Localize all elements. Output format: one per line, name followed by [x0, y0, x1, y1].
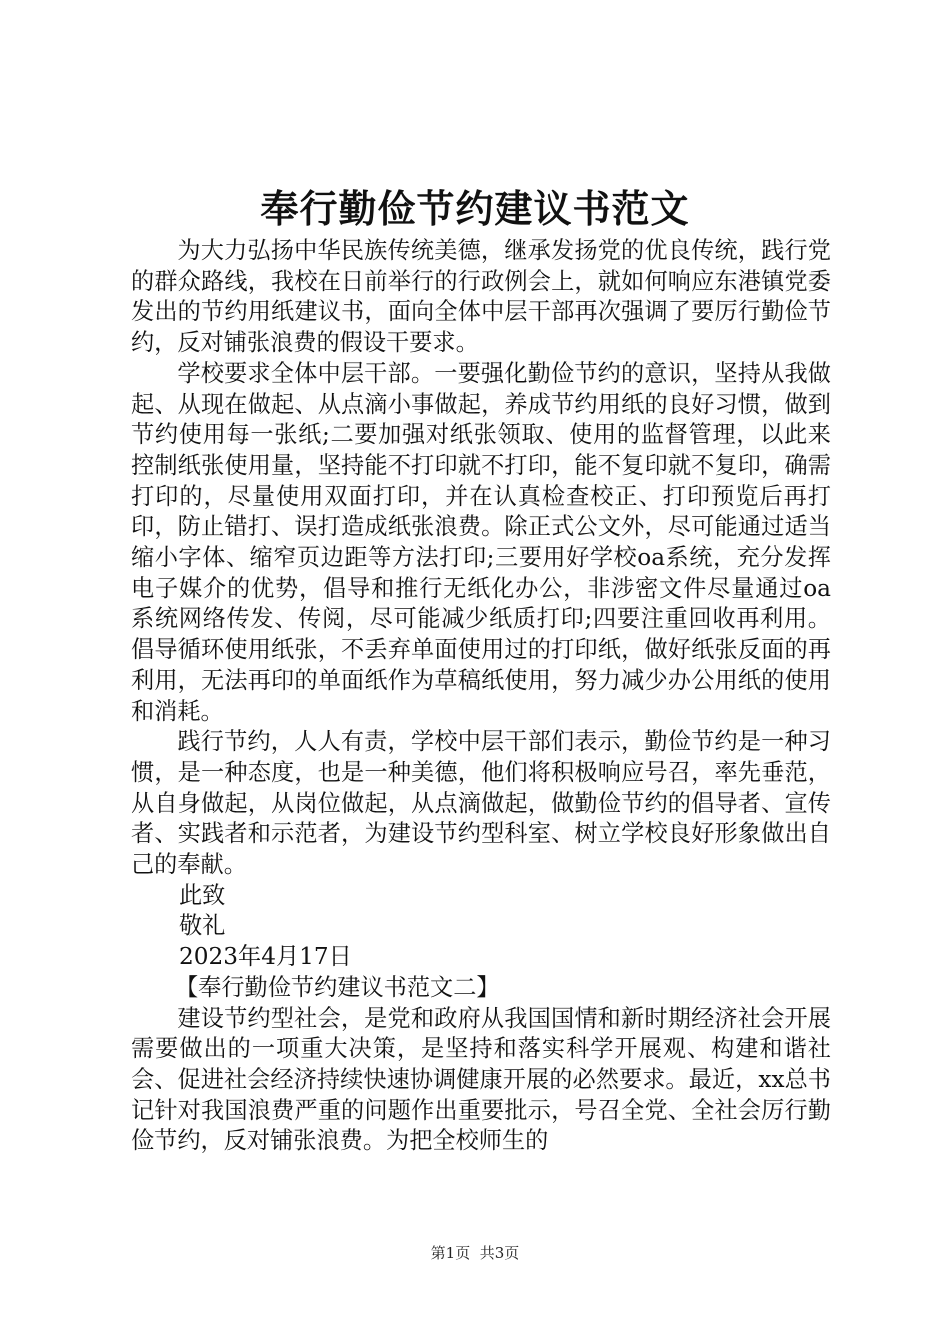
salute-line: 敬礼 [179, 912, 226, 940]
closing-line: 此致 [179, 881, 226, 909]
section2-heading: 【奉行勤俭节约建议书范文二】 [175, 973, 500, 1001]
document-body [131, 236, 831, 1157]
paragraph-1: 为大力弘扬中华民族传统美德，继承发扬党的优良传统，践行党的群众路线，我校在日前举行的行政例会上，就如何响应东港镇党委发出的节约用纸建议书，面向全体中层干部再次强调了要厉行勤俭节约，反对铺张浪费的假设干要求。 [131, 237, 831, 357]
document-title: 奉行勤俭节约建议书范文 [260, 186, 690, 231]
paragraph-2: 学校要求全体中层干部。一要强化勤俭节约的意识，坚持从我做起、从现在做起、从点滴小事做起，养成节约用纸的良好习惯，做到节约使用每一张纸;二要加强对纸张领取、使用的监督管理，以此来控制纸张使用量，坚持能不打印就不打印，能不复印就不复印，确需打印的，尽量使用双面打印，并在认真检查校正、打印预览后再打印，防止错打、误打造成纸张浪费。除正式公文外，尽可能通过适当缩小字体、缩窄页边距等方法打印;三要用好学校oa系统，充分发挥电子媒介的优势，倡导和推行无纸化办公，非涉密文件尽量通过oa系统网络传发、传阅，尽可能减少纸质打印;四要注重回收再利用。倡导循环使用纸张，不丢弃单面使用过的打印纸，做好纸张反面的再利用，无法再印的单面纸作为草稿纸使用，努力减少办公用纸的使用和消耗。 [131, 359, 831, 725]
section2-paragraph: 建设节约型社会，是党和政府从我国国情和新时期经济社会开展需要做出的一项重大决策，是坚持和落实科学开展观、构建和谐社会、促进社会经济持续快速协调健康开展的必然要求。最近，xx总书记针对我国浪费严重的问题作出重要批示，号召全党、全社会厉行勤俭节约，反对铺张浪费。为把全校师生的 [131, 1004, 831, 1155]
date-line: 2023年4月17日 [179, 943, 352, 971]
page-total: 共3页 [479, 1244, 520, 1262]
paragraph-3: 践行节约，人人有责，学校中层干部们表示，勤俭节约是一种习惯，是一种态度，也是一种美德，他们将积极响应号召，率先垂范，从自身做起，从岗位做起，从点滴做起，做勤俭节约的倡导者、宣传者、实践者和示范者，为建设节约型科室、树立学校良好形象做出自己的奉献。 [131, 728, 831, 879]
page-footer [0, 1243, 950, 1263]
page-number: 第1页 [430, 1244, 471, 1262]
